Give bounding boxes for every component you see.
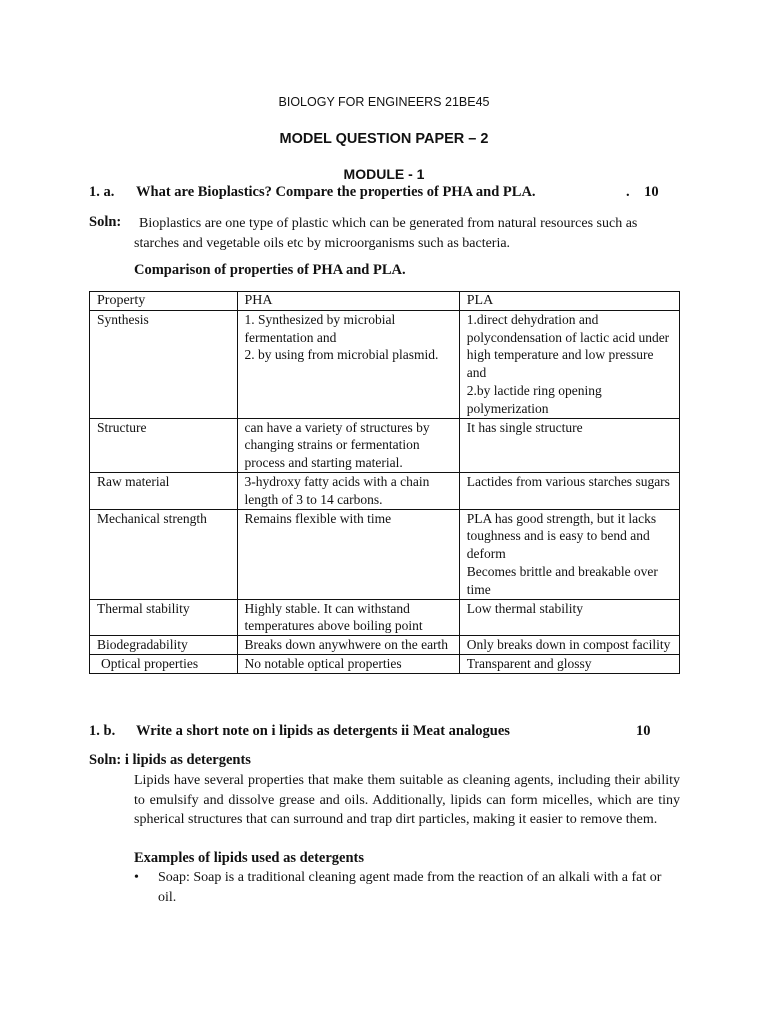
table-row [90, 310, 680, 418]
solution-text: Bioplastics are one type of plastic which can be generated from natural resources such as starches and vegetable oils etc by microorganisms such as bacteria. [134, 216, 638, 251]
table-title: Comparison of properties of PHA and PLA. [134, 262, 406, 278]
table-row [90, 509, 680, 599]
table-cell-pha: 3-hydroxy fatty acids with a chain length of 3 to 14 carbons. [237, 472, 459, 509]
table-cell-pla: Low thermal stability [459, 599, 679, 636]
lipids-paragraph: Lipids have several properties that make them suitable as cleaning agents, including their ability to emulsify and dissolve grease and oils. Additionally, lipids can form micelles, which are tiny spherical structures that can surround and trap dirt particles, making it easier to remove them. [134, 773, 680, 828]
solution-heading: Soln: i lipids as detergents [89, 752, 251, 768]
table-row [90, 472, 680, 509]
course-title: BIOLOGY FOR ENGINEERS 21BE45 [278, 95, 490, 109]
header-property: Property [90, 292, 238, 311]
table-cell-pha: No notable optical properties [237, 654, 459, 673]
table-row [90, 654, 680, 673]
table-cell-property: Thermal stability [90, 599, 238, 636]
table-cell-pha: 1. Synthesized by microbial fermentation and 2. by using from microbial plasmid. [237, 310, 459, 418]
table-cell-pha: can have a variety of structures by changing strains or fermentation process and starting material. [237, 418, 459, 472]
table-cell-property: Structure [90, 418, 238, 472]
table-row [90, 418, 680, 472]
table-cell-pla: Only breaks down in compost facility [459, 636, 679, 655]
list-item [134, 868, 680, 907]
table-cell-pha: Highly stable. It can withstand temperatures above boiling point [237, 599, 459, 636]
table-cell-property: Optical properties [90, 654, 238, 673]
question-1b-marks: 10 [636, 723, 651, 739]
comparison-table [89, 291, 680, 674]
bullet-icon: • [134, 870, 139, 885]
table-cell-pla: Transparent and glossy [459, 654, 679, 673]
solution-label: Soln: [89, 214, 122, 230]
table-cell-pha: Breaks down anywhwere on the earth [237, 636, 459, 655]
paper-title: MODEL QUESTION PAPER – 2 [279, 131, 489, 147]
table-header-row [90, 292, 680, 311]
question-1b-number: 1. b. [89, 723, 116, 739]
question-1b-text: Write a short note on i lipids as detergents ii Meat analogues [136, 723, 510, 739]
question-1a-text: What are Bioplastics? Compare the properties of PHA and PLA. [136, 184, 536, 200]
table-cell-pla: 1.direct dehydration and polycondensation of lactic acid under high temperature and low pressure and 2.by lactide ring opening polymerization [459, 310, 679, 418]
header-pha: PHA [237, 292, 459, 311]
header-pla: PLA [459, 292, 679, 311]
question-1a-number: 1. a. [89, 184, 115, 200]
table-cell-pla: PLA has good strength, but it lacks toughness and is easy to bend and deform Becomes brittle and breakable over time [459, 509, 679, 599]
table-cell-pla: It has single structure [459, 418, 679, 472]
table-cell-property: Mechanical strength [90, 509, 238, 599]
table-cell-pla: Lactides from various starches sugars [459, 472, 679, 509]
table-row [90, 599, 680, 636]
table-row [90, 636, 680, 655]
table-cell-property: Biodegradability [90, 636, 238, 655]
table-cell-property: Synthesis [90, 310, 238, 418]
table-cell-property: Raw material [90, 472, 238, 509]
module-heading: MODULE - 1 [343, 166, 425, 182]
question-1a-marks: . 10 [626, 184, 659, 200]
list-item-text: Soap: Soap is a traditional cleaning agent made from the reaction of an alkali with a fat or oil. [158, 870, 662, 905]
examples-heading: Examples of lipids used as detergents [134, 850, 365, 866]
table-cell-pha: Remains flexible with time [237, 509, 459, 599]
